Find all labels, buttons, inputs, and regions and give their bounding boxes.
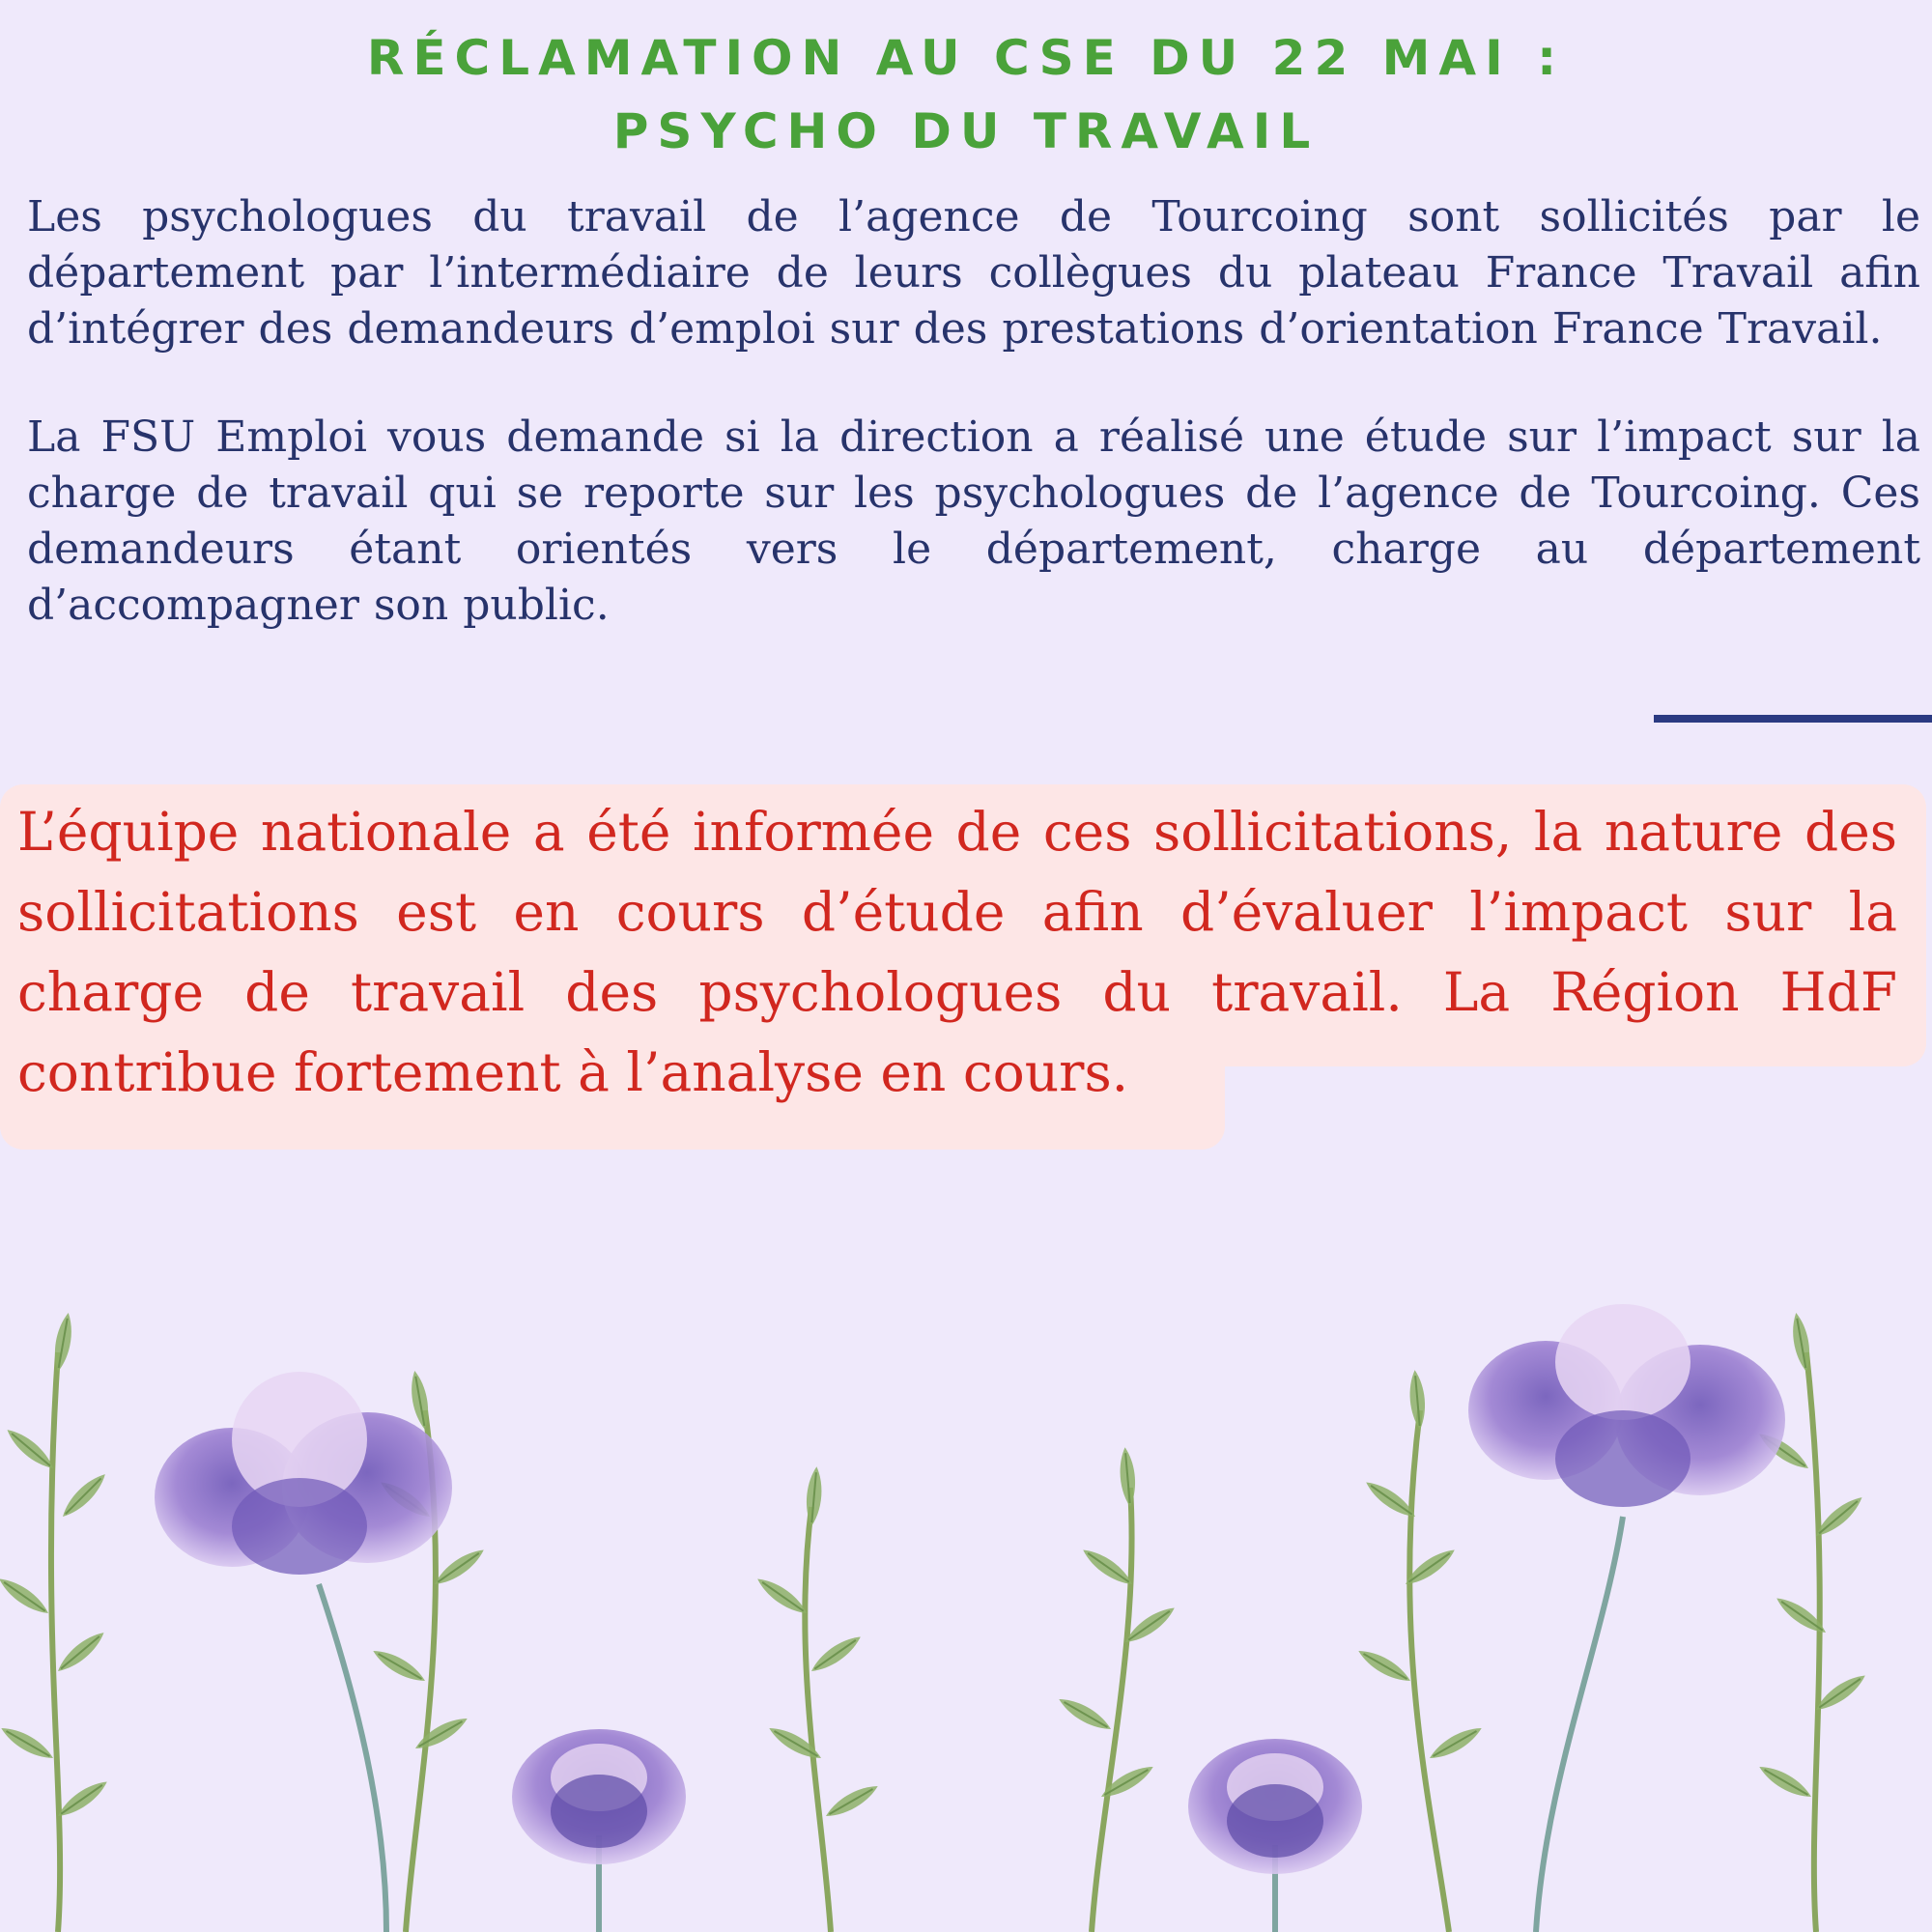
flower-large-left — [155, 1372, 452, 1575]
flower-small-left — [512, 1729, 686, 1864]
flower-small-right — [1188, 1739, 1362, 1874]
paragraph-request-context: Les psychologues du travail de l’agence de Tourcoing sont sollicités par le département par l’intermédiaire de leurs collègues du plateau France Travail afin d’intégrer des demandeurs d’emploi sur des prestations d’orientation France Travail. — [27, 192, 1920, 354]
watercolor-flowers-illustration — [0, 1294, 1932, 1932]
section-divider — [1654, 715, 1932, 723]
title-line-1: RÉCLAMATION AU CSE DU 22 MAI : — [366, 30, 1566, 86]
title-line-2: PSYCHO DU TRAVAIL — [612, 103, 1320, 159]
flower-large-right — [1468, 1304, 1785, 1507]
page-title — [0, 21, 1932, 168]
paragraph-fsu-question: La FSU Emploi vous demande si la direction a réalisé une étude sur l’impact sur la charge de travail qui se reporte sur les psychologues de l’agence de Tourcoing. Ces demandeurs étant orientés vers le département, charge au département d’accompagner son public. — [27, 412, 1920, 630]
direction-reply: L’équipe nationale a été informée de ces sollicitations, la nature des sollicitations est en cours d’étude afin d’évaluer l’impact sur la charge de travail des psychologues du travail. La Région HdF contribue fortement à l’analyse en cours. — [17, 801, 1897, 1103]
